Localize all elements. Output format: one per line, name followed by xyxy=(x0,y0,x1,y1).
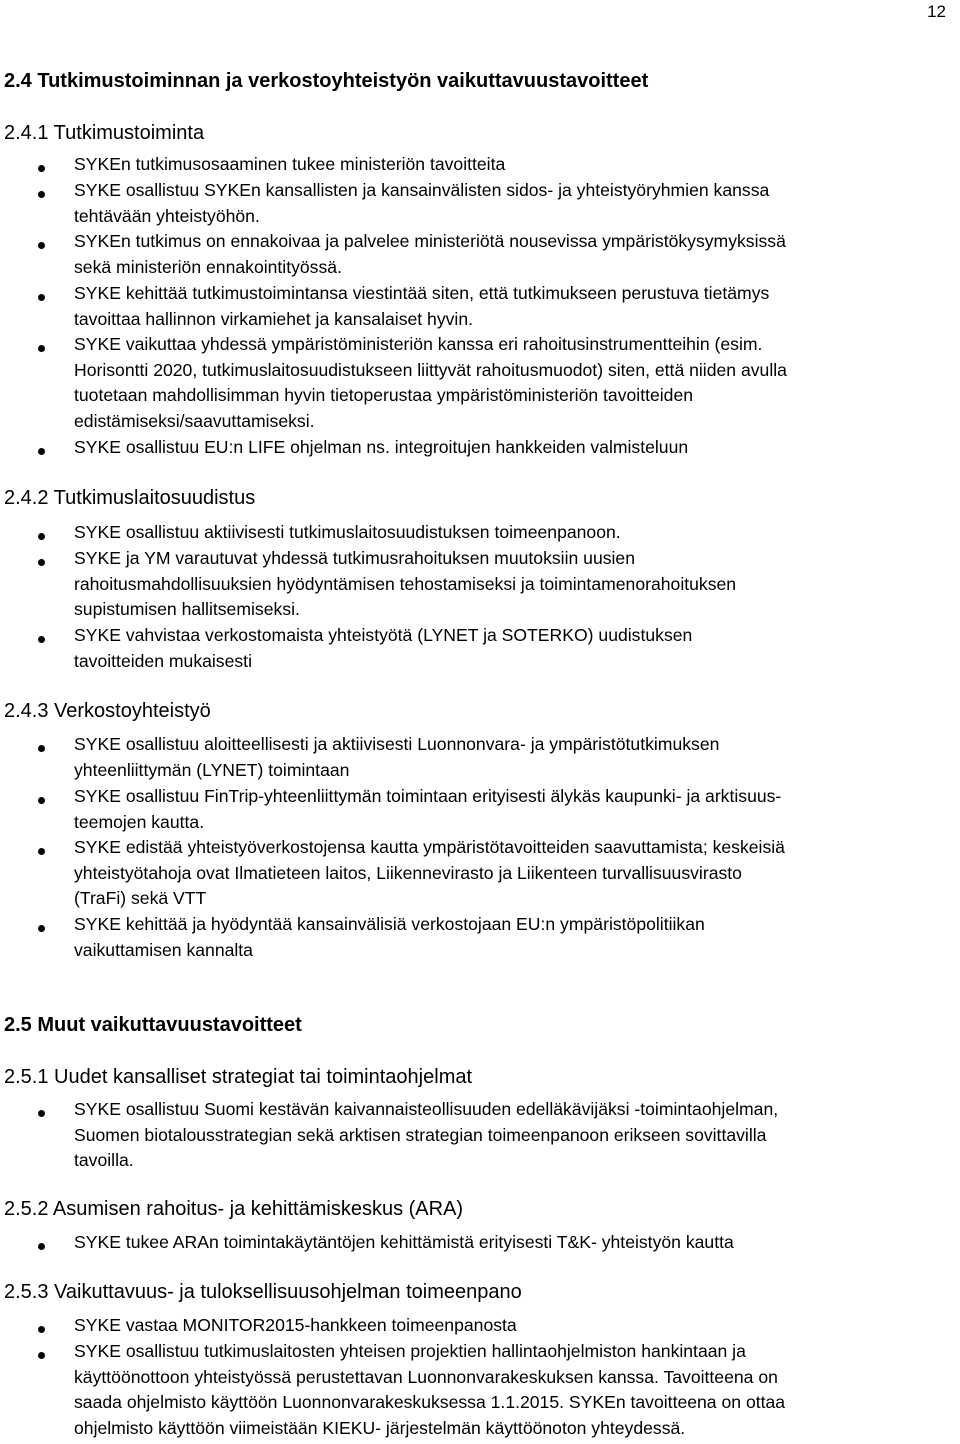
subsection-heading: 2.5.1 Uudet kansalliset strategiat tai toimintaohjelmat xyxy=(4,1066,473,1088)
list-item xyxy=(74,1339,958,1442)
list-item xyxy=(74,332,958,435)
list-item-line: SYKE vahvistaa verkostomaista yhteistyötä (LYNET ja SOTERKO) uudistuksen xyxy=(74,625,693,645)
list-item-line: saada ohjelmisto käyttöön Luonnonvarakeskuksessa 1.1.2015. SYKEn tavoitteena on ottaa xyxy=(74,1392,786,1413)
list-item-line: SYKE osallistuu aktiivisesti tutkimuslaitosuudistuksen toimeenpanoon. xyxy=(74,522,621,542)
list-item-line: SYKE osallistuu SYKEn kansallisten ja kansainvälisten sidos- ja yhteistyöryhmien kanssa xyxy=(74,180,770,200)
bullet-icon xyxy=(38,345,45,352)
list-item-line: SYKE osallistuu tutkimuslaitosten yhteisen projektien hallintaohjelmiston hankintaan ja xyxy=(74,1341,746,1361)
list-item-line: ohjelmisto käyttöön viimeistään KIEKU- järjestelmän käyttöönoton yhteydessä. xyxy=(74,1418,686,1439)
list-item-line: tuotetaan mahdollisimman hyvin tietoperustaa ympäristöministeriön tavoitteiden xyxy=(74,385,694,406)
list-item xyxy=(74,435,958,461)
list-item xyxy=(74,1097,958,1174)
list-item-line: SYKE tukee ARAn toimintakäytäntöjen kehittämistä erityisesti T&K- yhteistyön kautta xyxy=(74,1232,734,1252)
list-item-line: SYKEn tutkimus on ennakoivaa ja palvelee ministeriötä nousevissa ympäristökysymyksissä xyxy=(74,231,786,251)
list-item-line: tehtävään yhteistyöhön. xyxy=(74,205,260,226)
list-item-line: SYKE ja YM varautuvat yhdessä tutkimusrahoituksen muutoksiin uusien xyxy=(74,548,636,568)
list-item xyxy=(74,520,958,546)
list-item xyxy=(74,1230,958,1256)
subsection-heading: 2.4.3 Verkostoyhteistyö xyxy=(4,700,211,722)
list-item xyxy=(74,835,958,912)
list-item-line: SYKE osallistuu FinTrip-yhteenliittymän toimintaan erityisesti älykäs kaupunki- ja arktisuus- xyxy=(74,786,782,806)
list-item-line: SYKE kehittää ja hyödyntää kansainvälisiä verkostojaan EU:n ympäristöpolitiikan xyxy=(74,914,705,934)
list-item-line: SYKE vastaa MONITOR2015-hankkeen toimeenpanosta xyxy=(74,1315,517,1335)
list-item-line: supistumisen hallitsemiseksi. xyxy=(74,599,300,620)
page-number: 12 xyxy=(927,2,946,21)
bullet-icon xyxy=(38,925,45,932)
list-item xyxy=(74,178,958,229)
list-item-line: SYKE vaikuttaa yhdessä ympäristöministeriön kanssa eri rahoitusinstrumentteihin (esim. xyxy=(74,334,763,354)
list-item-line: SYKE osallistuu EU:n LIFE ohjelman ns. integroitujen hankkeiden valmisteluun xyxy=(74,437,689,457)
bullet-icon xyxy=(38,1326,45,1333)
bullet-icon xyxy=(38,448,45,455)
list-item-line: tavoittaa hallinnon virkamiehet ja kansalaiset hyvin. xyxy=(74,308,474,329)
list-item-line: edistämiseksi/saavuttamiseksi. xyxy=(74,411,315,432)
subsection-heading: 2.4.1 Tutkimustoiminta xyxy=(4,122,205,144)
list-item xyxy=(74,229,958,280)
list-item xyxy=(74,912,958,963)
list-item xyxy=(74,732,958,783)
list-item-line: tavoitteiden mukaisesti xyxy=(74,650,252,671)
list-item-line: teemojen kautta. xyxy=(74,811,205,832)
subsection-heading: 2.5.2 Asumisen rahoitus- ja kehittämiskeskus (ARA) xyxy=(4,1198,464,1220)
bullet-icon xyxy=(38,1243,45,1250)
bullet-icon xyxy=(38,1352,45,1359)
list-item-line: (TraFi) sekä VTT xyxy=(74,888,207,909)
bullet-icon xyxy=(38,165,45,172)
bullet-icon xyxy=(38,636,45,643)
bullet-icon xyxy=(38,848,45,855)
list-item xyxy=(74,784,958,835)
bullet-icon xyxy=(38,559,45,566)
list-item-line: SYKE edistää yhteistyöverkostojensa kautta ympäristötavoitteiden saavuttamista; keskeisiä xyxy=(74,837,785,857)
bullet-icon xyxy=(38,797,45,804)
bullet-icon xyxy=(38,1110,45,1117)
section-heading: 2.5 Muut vaikuttavuustavoitteet xyxy=(4,1014,302,1036)
list-item-line: vaikuttamisen kannalta xyxy=(74,939,253,960)
list-item xyxy=(74,623,958,674)
list-item-line: Suomen biotalousstrategian sekä arktisen strategian toimeenpanoon erikseen sovittavilla xyxy=(74,1124,767,1145)
list-item-line: Horisontti 2020, tutkimuslaitosuudistukseen liittyvät rahoitusmuodot) siten, että niiden avulla xyxy=(74,359,787,380)
bullet-icon xyxy=(38,191,45,198)
list-item-line: tavoilla. xyxy=(74,1150,134,1171)
subsection-heading: 2.4.2 Tutkimuslaitosuudistus xyxy=(4,487,256,509)
list-item-line: SYKE osallistuu Suomi kestävän kaivannaisteollisuuden edelläkävijäksi -toimintaohjelman, xyxy=(74,1099,779,1119)
list-item-line: yhteenliittymän (LYNET) toimintaan xyxy=(74,759,350,780)
subsection-heading: 2.5.3 Vaikuttavuus- ja tuloksellisuusohjelman toimeenpano xyxy=(4,1281,522,1303)
list-item xyxy=(74,152,958,178)
section-heading: 2.4 Tutkimustoiminnan ja verkostoyhteistyön vaikuttavuustavoitteet xyxy=(4,70,649,92)
list-item-line: SYKEn tutkimusosaaminen tukee ministeriön tavoitteita xyxy=(74,154,506,174)
bullet-icon xyxy=(38,294,45,301)
bullet-icon xyxy=(38,533,45,540)
list-item xyxy=(74,1313,958,1339)
list-item xyxy=(74,281,958,332)
list-item-line: sekä ministeriön ennakointityössä. xyxy=(74,256,342,277)
list-item-line: yhteistyötahoja ovat Ilmatieteen laitos, Liikennevirasto ja Liikenteen turvallisuusvirasto xyxy=(74,862,742,883)
list-item-line: SYKE kehittää tutkimustoimintansa viestintää siten, että tutkimukseen perustuva tietämys xyxy=(74,283,770,303)
list-item-line: rahoitusmahdollisuuksien hyödyntämisen tehostamiseksi ja toimintamenorahoituksen xyxy=(74,573,737,594)
list-item xyxy=(74,546,958,623)
list-item-line: käyttöönottoon yhteistyössä perustettavan Luonnonvarakeskuksen kanssa. Tavoitteena on xyxy=(74,1366,778,1387)
list-item-line: SYKE osallistuu aloitteellisesti ja aktiivisesti Luonnonvara- ja ympäristötutkimuksen xyxy=(74,734,720,754)
bullet-icon xyxy=(38,745,45,752)
bullet-icon xyxy=(38,242,45,249)
